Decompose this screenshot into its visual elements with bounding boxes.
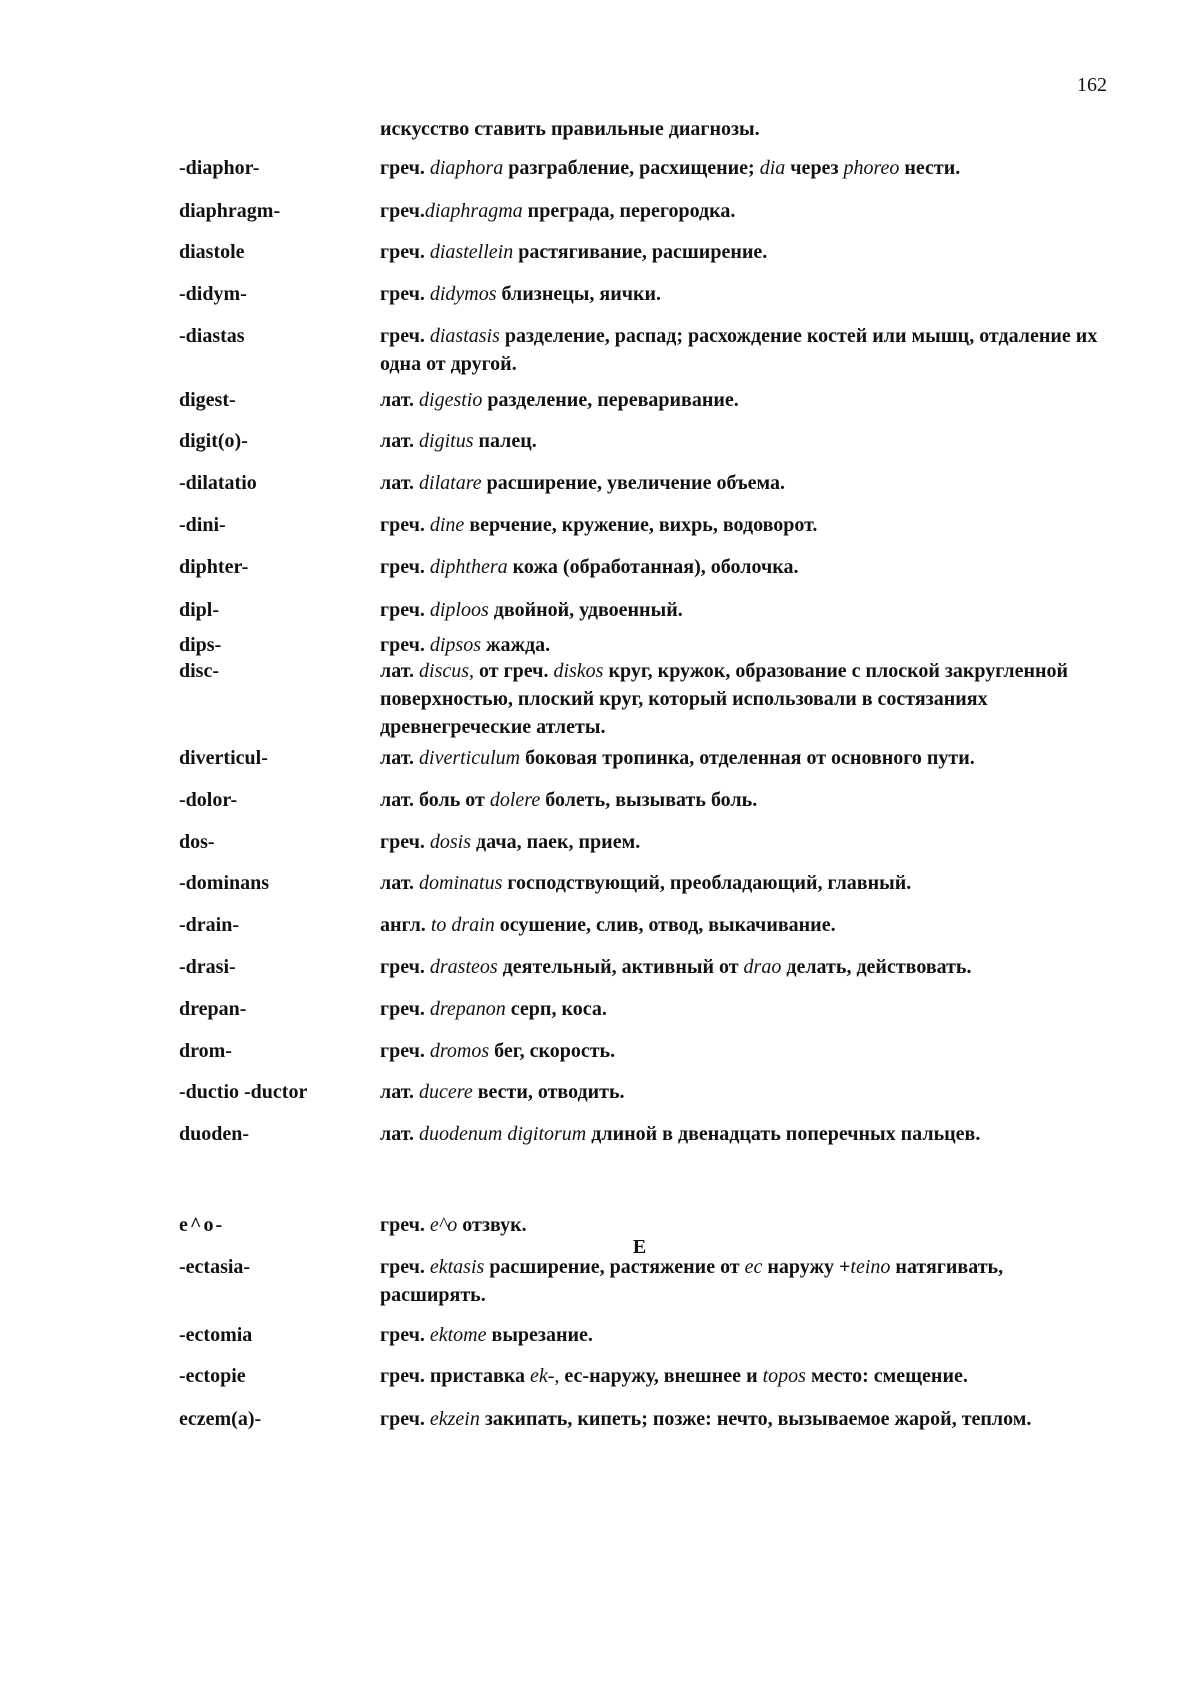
definition-text: лат.: [380, 747, 420, 769]
entry-term: -ectomia: [179, 1324, 253, 1346]
definition-text: нести.: [899, 157, 961, 179]
entry-term: -drasi-: [179, 956, 236, 978]
entry-definition: [380, 469, 1100, 497]
definition-text: вырезание.: [486, 1324, 593, 1346]
etymon-word: diverticulum: [419, 747, 521, 769]
etymon-word: didymos: [429, 283, 497, 305]
definition-text: греч.: [380, 998, 430, 1020]
entry-term: -diastas: [179, 325, 245, 347]
etymon-word: phoreo: [843, 157, 900, 179]
definition-text: наружу +: [762, 1256, 851, 1278]
definition-text: растягивание, расширение.: [513, 241, 768, 263]
definition-text: греч.: [380, 599, 430, 621]
etymon-word: dilatare: [419, 472, 482, 494]
definition-text: греч. приставка: [380, 1365, 530, 1387]
definition-text: англ.: [380, 914, 431, 936]
definition-text: греч.: [380, 1214, 430, 1236]
entry-term: -ectasia-: [179, 1256, 251, 1278]
definition-text: греч.: [380, 241, 430, 263]
definition-text: круг, кружок, образование с плоской закругленной поверхностью, плоский круг, который использовали в состязаниях древнегреческие атлеты.: [380, 660, 1069, 738]
continuation-line: искусство ставить правильные диагнозы.: [380, 118, 760, 140]
entry-definition: [380, 386, 1100, 414]
entry-term: diaphragm-: [179, 200, 281, 222]
definition-text: верчение, кружение, вихрь, водоворот.: [464, 514, 818, 536]
definition-text: длиной в двенадцать поперечных пальцев.: [586, 1123, 981, 1145]
entry-term: diastole: [179, 241, 245, 263]
definition-text: греч.: [380, 325, 430, 347]
entry-definition: [380, 995, 1100, 1023]
entry-term: drom-: [179, 1040, 232, 1062]
etymon-word: ek-,: [530, 1365, 560, 1387]
definition-text: лат.: [380, 472, 420, 494]
entry-term: diphter-: [179, 556, 249, 578]
entry-term: duoden-: [179, 1123, 250, 1145]
entry-term: dipl-: [179, 599, 220, 621]
definition-text: боковая тропинка, отделенная от основного пути.: [520, 747, 975, 769]
definition-text: разграбление, расхищение;: [503, 157, 760, 179]
definition-text: от греч.: [474, 660, 554, 682]
definition-text: греч.: [380, 157, 430, 179]
etymon-word: dipsos: [429, 634, 481, 656]
etymon-word: digitus: [419, 430, 474, 452]
definition-text: болеть, вызывать боль.: [540, 789, 758, 811]
entry-definition: [380, 322, 1100, 378]
etymon-word: dominatus: [419, 872, 503, 894]
etymon-word: ektome: [429, 1324, 487, 1346]
definition-text: господствующий, преобладающий, главный.: [502, 872, 912, 894]
etymon-word: ec: [744, 1256, 763, 1278]
entry-term: dos-: [179, 831, 215, 853]
definition-text: осушение, слив, отвод, выкачивание.: [494, 914, 836, 936]
definition-text: разделение, распад; расхождение костей или мышц, отдаление их одна от другой.: [380, 325, 1098, 375]
definition-text: греч.: [380, 831, 430, 853]
entry-definition: [380, 154, 1100, 182]
etymon-word: ekzein: [429, 1408, 480, 1430]
etymon-word: dromos: [429, 1040, 490, 1062]
etymon-word: e^o: [429, 1214, 458, 1236]
definition-text: греч.: [380, 634, 430, 656]
entry-definition: [380, 1037, 1100, 1065]
definition-text: близнецы, яички.: [496, 283, 662, 305]
entry-term: -diaphor-: [179, 157, 260, 179]
definition-text: расширение, растяжение от: [484, 1256, 745, 1278]
definition-text: кожа (обработанная), оболочка.: [507, 556, 799, 578]
etymon-word: ducere: [419, 1081, 473, 1103]
definition-text: отзвук.: [457, 1214, 527, 1236]
etymon-word: diploos: [429, 599, 489, 621]
definition-text: жажда.: [481, 634, 551, 656]
definition-text: дача, паек, прием.: [471, 831, 641, 853]
entry-term: disc-: [179, 660, 219, 682]
definition-text: лат. боль от: [380, 789, 490, 811]
definition-text: палец.: [473, 430, 537, 452]
entry-definition: [380, 953, 1100, 981]
entry-definition: [380, 657, 1100, 741]
etymon-word: diastasis: [429, 325, 500, 347]
etymon-word: drao: [743, 956, 782, 978]
etymon-word: digestio: [419, 389, 483, 411]
definition-text: двойной, удвоенный.: [488, 599, 683, 621]
definition-text: лат.: [380, 1123, 420, 1145]
entry-term: dips-: [179, 634, 222, 656]
definition-text: бег, скорость.: [489, 1040, 616, 1062]
definition-text: греч.: [380, 1324, 430, 1346]
definition-text: место: смещение.: [805, 1365, 968, 1387]
entry-definition: [380, 1253, 1100, 1309]
etymon-word: diaphora: [429, 157, 504, 179]
definition-text: лат.: [380, 430, 420, 452]
definition-text: лат.: [380, 660, 420, 682]
entry-term: -dilatatio: [179, 472, 257, 494]
definition-text: через: [785, 157, 844, 179]
definition-text: натягивать, расширять.: [380, 1256, 1004, 1306]
definition-text: греч.: [380, 556, 430, 578]
definition-text: ес-наружу, внешнее и: [559, 1365, 763, 1387]
entry-term: -dominans: [179, 872, 270, 894]
definition-text: лат.: [380, 389, 420, 411]
etymon-word: dosis: [429, 831, 471, 853]
definition-text: вести, отводить.: [472, 1081, 625, 1103]
section-heading-letter: E: [632, 1236, 647, 1258]
entry-term: diverticul-: [179, 747, 268, 769]
definition-text: деятельный, активный от: [497, 956, 744, 978]
entry-definition: [380, 1078, 1100, 1106]
etymon-word: diaphragma: [424, 200, 523, 222]
entry-term: digit(o)-: [179, 430, 248, 452]
definition-text: лат.: [380, 1081, 420, 1103]
definition-text: греч.: [380, 1408, 430, 1430]
entry-definition: [380, 553, 1100, 581]
entry-definition: [380, 238, 1100, 266]
entry-term: e^o-: [179, 1214, 225, 1236]
etymon-word: dolere: [489, 789, 541, 811]
definition-text: греч.: [380, 1040, 430, 1062]
entry-definition: [380, 869, 1100, 897]
entry-definition: [380, 786, 1100, 814]
etymon-word: topos: [762, 1365, 806, 1387]
etymon-word: ektasis: [429, 1256, 485, 1278]
definition-text: преграда, перегородка.: [522, 200, 736, 222]
entry-term: drepan-: [179, 998, 247, 1020]
definition-text: закипать, кипеть; позже: нечто, вызываемое жарой, теплом.: [479, 1408, 1032, 1430]
entry-definition: [380, 596, 1100, 624]
page-number: 162: [1077, 74, 1107, 96]
entry-term: -dini-: [179, 514, 226, 536]
entry-term: digest-: [179, 389, 236, 411]
definition-text: греч.: [380, 1256, 430, 1278]
entry-definition: [380, 1405, 1100, 1433]
entry-term: -didym-: [179, 283, 247, 305]
entry-definition: [380, 911, 1100, 939]
entry-term: -drain-: [179, 914, 239, 936]
entry-definition: [380, 744, 1100, 772]
entry-definition: [380, 427, 1100, 455]
entry-definition: [380, 197, 1100, 225]
etymon-word: duodenum digitorum: [419, 1123, 587, 1145]
etymon-word: diastellein: [429, 241, 514, 263]
etymon-word: drepanon: [429, 998, 506, 1020]
entry-definition: [380, 511, 1100, 539]
entry-definition: [380, 1321, 1100, 1349]
etymon-word: to drain: [430, 914, 495, 936]
entry-definition: [380, 828, 1100, 856]
etymon-word: diskos: [553, 660, 604, 682]
etymon-word: discus,: [419, 660, 475, 682]
entry-term: -ductio -ductor: [179, 1081, 308, 1103]
definition-text: лат.: [380, 872, 420, 894]
entry-term: eczem(a)-: [179, 1408, 262, 1430]
etymon-word: teino: [850, 1256, 891, 1278]
definition-text: греч.: [380, 956, 430, 978]
definition-text: серп, коса.: [505, 998, 607, 1020]
definition-text: греч.: [380, 283, 430, 305]
definition-text: греч.: [380, 200, 425, 222]
entry-definition: [380, 631, 1100, 659]
etymon-word: dine: [429, 514, 465, 536]
entry-definition: [380, 1362, 1100, 1390]
definition-text: разделение, переваривание.: [482, 389, 739, 411]
definition-text: греч.: [380, 514, 430, 536]
etymon-word: drasteos: [429, 956, 498, 978]
definition-text: делать, действовать.: [781, 956, 972, 978]
definition-text: расширение, увеличение объема.: [481, 472, 785, 494]
entry-term: -dolor-: [179, 789, 238, 811]
etymon-word: diphthera: [429, 556, 508, 578]
etymon-word: dia: [759, 157, 786, 179]
entry-definition: [380, 1120, 1100, 1148]
entry-term: -ectopie: [179, 1365, 246, 1387]
entry-definition: [380, 280, 1100, 308]
entry-definition: [380, 1211, 1100, 1239]
